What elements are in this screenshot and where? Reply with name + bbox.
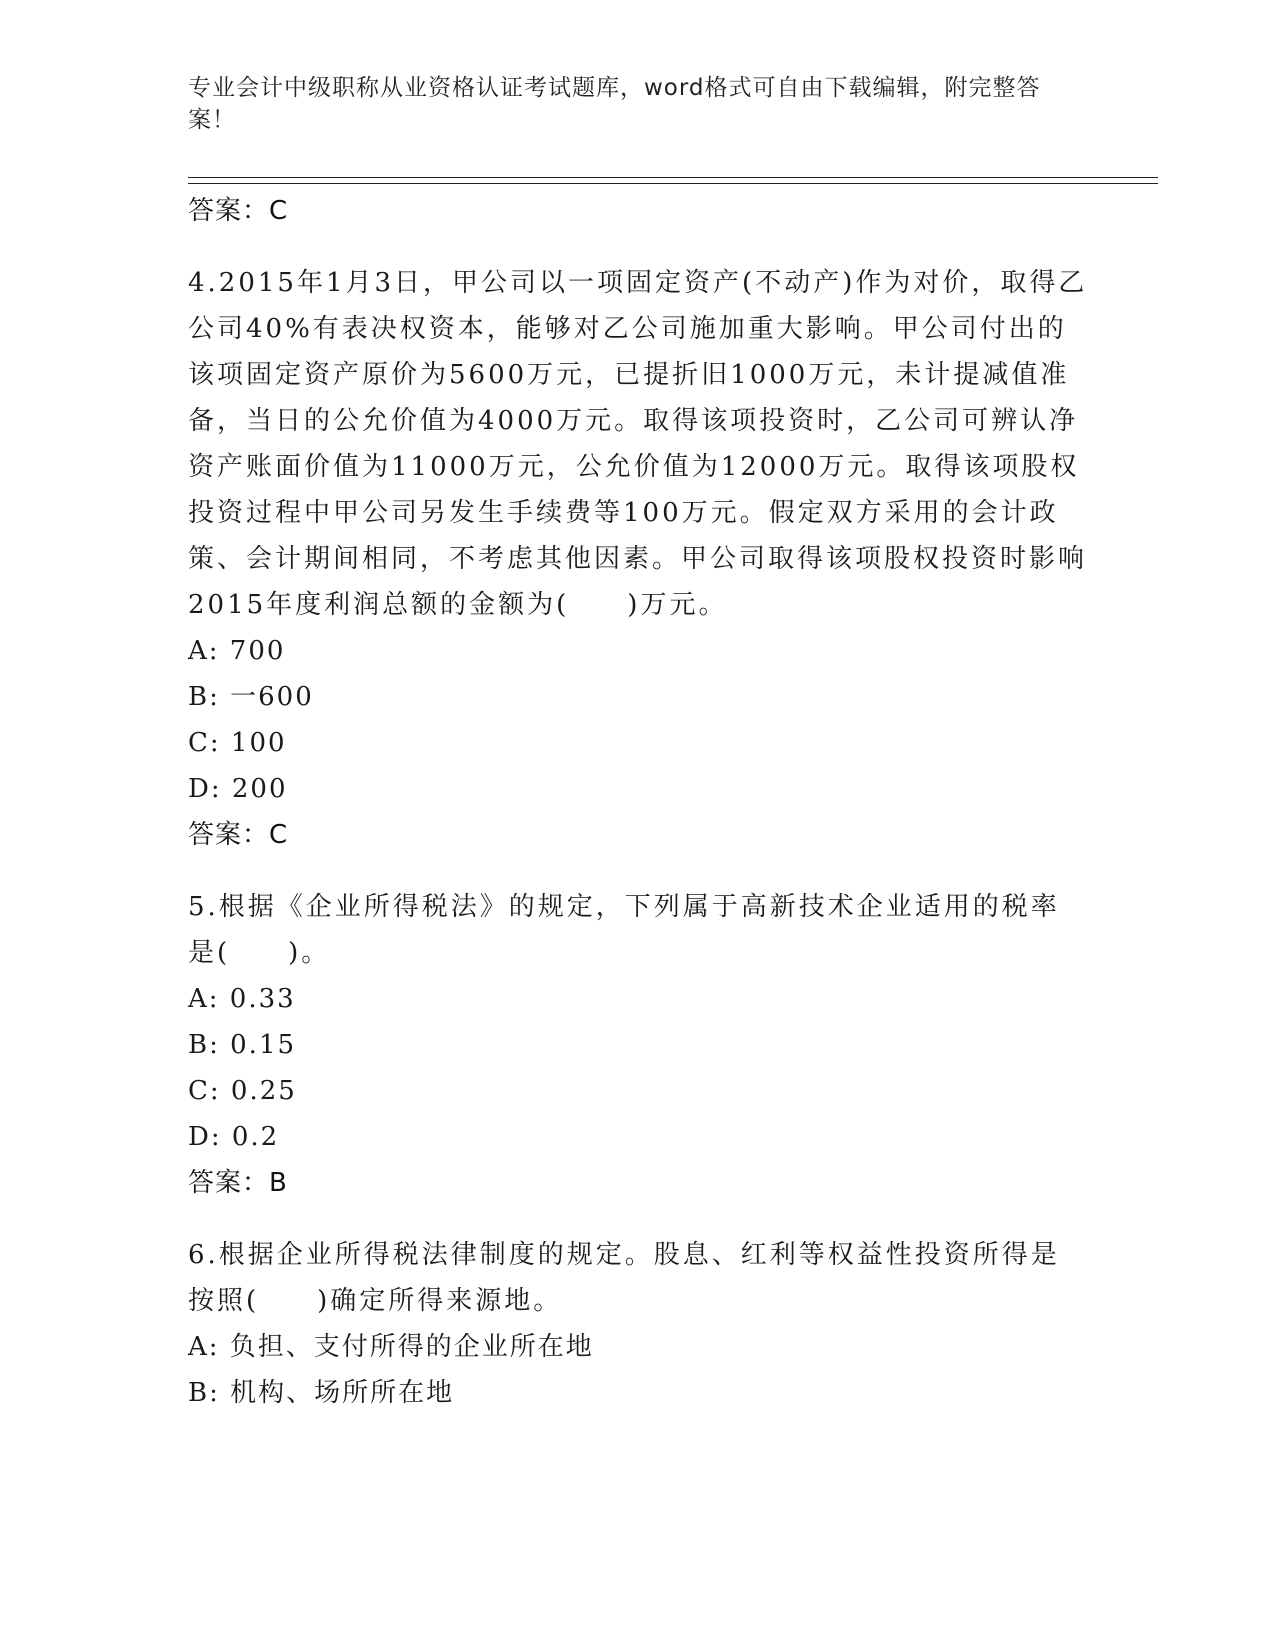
question-4 (188, 260, 1088, 858)
option-b: B: 机构、场所所在地 (188, 1378, 455, 1408)
option-a: A: 700 (188, 636, 286, 666)
header-rule-thin (188, 183, 1158, 184)
document-header-note: 专业会计中级职称从业资格认证考试题库，word格式可自由下载编辑，附完整答案！ (188, 75, 1041, 133)
answer: 答案：B (188, 1168, 288, 1198)
option-b: B: 一600 (188, 682, 314, 712)
question-stem: 5.根据《企业所得税法》的规定，下列属于高新技术企业适用的税率是( )。 (188, 892, 1060, 968)
option-c: C: 0.25 (188, 1076, 297, 1106)
header-rule-thick (188, 177, 1158, 178)
question-stem: 6.根据企业所得税法律制度的规定。股息、红利等权益性投资所得是按照( )确定所得来源地。 (188, 1240, 1060, 1316)
option-d: D: 0.2 (188, 1122, 280, 1152)
option-b: B: 0.15 (188, 1030, 297, 1060)
option-d: D: 200 (188, 774, 288, 804)
option-a: A: 负担、支付所得的企业所在地 (188, 1332, 594, 1362)
previous-answer: 答案：C (188, 196, 289, 226)
option-a: A: 0.33 (188, 984, 296, 1014)
answer: 答案：C (188, 820, 289, 850)
question-stem: 4.2015年1月3日，甲公司以一项固定资产(不动产)作为对价，取得乙公司40%有表决权资本，能够对乙公司施加重大影响。甲公司付出的该项固定资产原价为5600万元，已提折旧1000万元，未计提减值准备，当日的公允价值为4000万元。取得该项投资时，乙公司可辨认净资产账面价值为11000万元，公允价值为12000万元。取得该项股权投资过程中甲公司另发生手续费等100万元。假定双方采用的会计政策、会计期间相同，不考虑其他因素。甲公司取得该项股权投资时影响2015年度利润总额的金额为( )万元。 (188, 268, 1088, 620)
option-c: C: 100 (188, 728, 287, 758)
document-body (188, 188, 1088, 1416)
question-5 (188, 884, 1088, 1206)
question-6 (188, 1232, 1088, 1416)
